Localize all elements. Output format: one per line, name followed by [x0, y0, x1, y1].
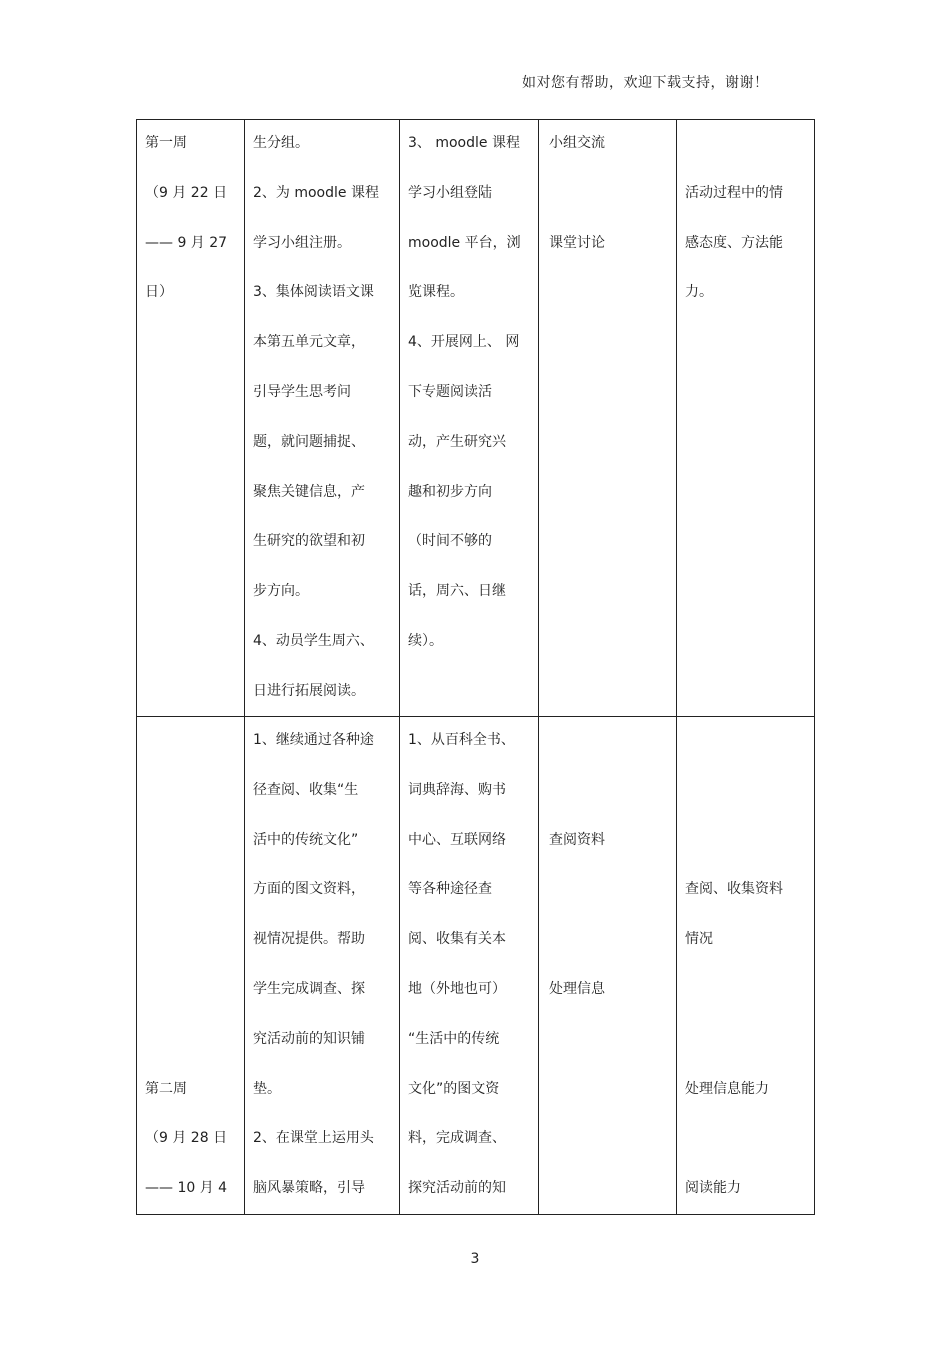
page-header-text: 如对您有帮助，欢迎下载支持，谢谢！: [522, 75, 769, 91]
eval-text-line: 处理信息能力: [685, 1080, 769, 1097]
student-text-line: 览课程。: [408, 284, 464, 301]
teacher-text-line: 本第五单元文章，: [253, 334, 365, 351]
week-text-line: （9 月 28 日: [145, 1130, 228, 1147]
teacher-text-line: 聚焦关键信息，产: [253, 483, 365, 500]
student-text-line: 趣和初步方向: [408, 483, 492, 500]
teacher-text-line: 活中的传统文化”: [253, 831, 359, 848]
teacher-text-line: 步方向。: [253, 583, 309, 600]
table-row: [137, 717, 815, 1215]
eval-text-line: 感态度、方法能: [685, 234, 783, 251]
student-text-line: moodle 平台，浏: [408, 234, 521, 251]
student-text-line: 词典辞海、购书: [408, 781, 506, 798]
student-text-line: 学习小组登陆: [408, 184, 492, 201]
week-cell: [137, 120, 245, 717]
teacher-activity-cell: [245, 717, 400, 1215]
teacher-text-line: 生分组。: [253, 135, 309, 151]
teacher-text-line: 学习小组注册。: [253, 234, 351, 251]
method-text-line: 课堂讨论: [549, 234, 605, 251]
method-text-line: 处理信息: [549, 981, 605, 997]
teacher-text-line: 径查阅、收集“生: [253, 781, 359, 798]
teacher-text-line: 视情况提供。帮助: [253, 931, 365, 948]
teacher-text-line: 题，就问题捕捉、: [253, 433, 365, 450]
student-text-line: （时间不够的: [408, 533, 492, 550]
method-text-line: 小组交流: [549, 135, 605, 151]
teacher-text-line: 脑风暴策略，引导: [253, 1180, 365, 1197]
teacher-text-line: 3、集体阅读语文课: [253, 284, 374, 301]
week-text-line: 第二周: [145, 1080, 187, 1097]
teacher-text-line: 学生完成调查、探: [253, 981, 365, 997]
student-text-line: 等各种途径查: [408, 881, 492, 898]
eval-text-line: 阅读能力: [685, 1180, 741, 1197]
teacher-text-line: 究活动前的知识铺: [253, 1030, 365, 1047]
eval-text-line: 活动过程中的情: [685, 184, 783, 201]
student-text-line: 动，产生研究兴: [408, 433, 506, 450]
method-cell: [539, 717, 677, 1215]
evaluation-cell: [677, 120, 815, 717]
teacher-text-line: 引导学生思考问: [253, 384, 351, 400]
student-text-line: 文化”的图文资: [408, 1080, 500, 1097]
week-text-line: 第一周: [145, 135, 187, 151]
eval-text-line: 查阅、收集资料: [685, 881, 783, 898]
teacher-text-line: 方面的图文资料，: [253, 881, 365, 898]
method-text-line: 查阅资料: [549, 831, 605, 848]
student-activity-cell: [400, 717, 539, 1215]
student-text-line: 中心、互联网络: [408, 831, 506, 848]
student-text-line: 话，周六、日继: [408, 583, 506, 600]
eval-text-line: 力。: [685, 284, 713, 301]
evaluation-cell: [677, 717, 815, 1215]
teacher-text-line: 1、继续通过各种途: [253, 732, 374, 748]
teacher-text-line: 2、在课堂上运用头: [253, 1130, 374, 1147]
teacher-text-line: 4、动员学生周六、: [253, 633, 374, 649]
eval-text-line: 情况: [685, 931, 713, 948]
week-text-line: —— 10 月 4: [145, 1180, 228, 1197]
student-text-line: 阅、收集有关本: [408, 931, 506, 948]
method-cell: [539, 120, 677, 717]
student-text-line: 下专题阅读活: [408, 384, 492, 400]
student-text-line: 料，完成调查、: [408, 1130, 506, 1147]
teacher-text-line: 垫。: [253, 1080, 281, 1097]
week-text-line: （9 月 22 日: [145, 184, 228, 201]
student-text-line: 1、从百科全书、: [408, 732, 515, 748]
activity-plan-table: [136, 119, 815, 1215]
student-text-line: 地（外地也可）: [408, 981, 506, 997]
week-text-line: —— 9 月 27: [145, 234, 228, 251]
page-number: 3: [470, 1251, 480, 1267]
table-row: [137, 120, 815, 717]
student-text-line: 续）。: [408, 633, 443, 649]
teacher-text-line: 日进行拓展阅读。: [253, 682, 365, 699]
teacher-activity-cell: [245, 120, 400, 717]
student-text-line: “生活中的传统: [408, 1030, 500, 1047]
student-activity-cell: [400, 120, 539, 717]
student-text-line: 探究活动前的知: [408, 1180, 506, 1197]
week-text-line: 日）: [145, 284, 173, 301]
teacher-text-line: 2、为 moodle 课程: [253, 184, 379, 201]
student-text-line: 4、开展网上、 网: [408, 334, 520, 351]
week-cell: [137, 717, 245, 1215]
student-text-line: 3、 moodle 课程: [408, 135, 520, 151]
teacher-text-line: 生研究的欲望和初: [253, 533, 365, 550]
